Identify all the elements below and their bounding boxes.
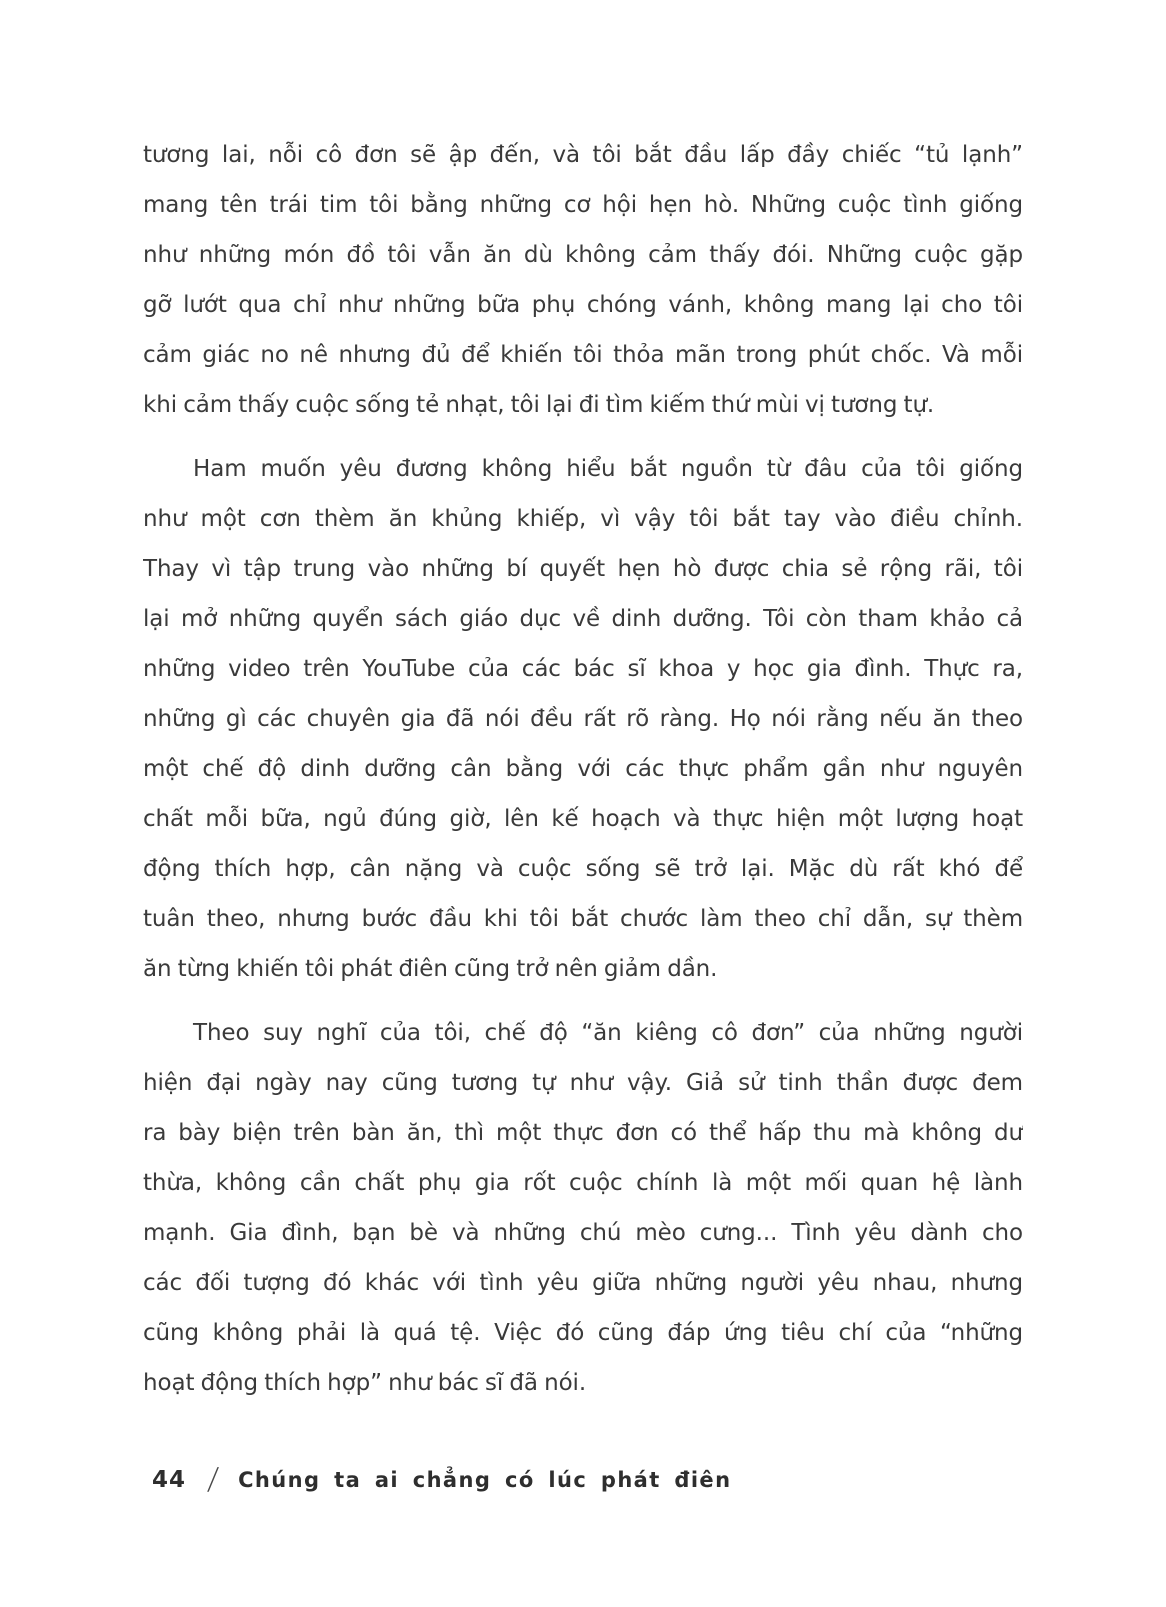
paragraph (143, 130, 1023, 430)
text-line: cũng không phải là quá tệ. Việc đó cũng đáp ứng tiêu chí của “những (143, 1320, 1023, 1346)
text-line: một chế độ dinh dưỡng cân bằng với các thực phẩm gần như nguyên (143, 756, 1023, 782)
text-line: hoạt động thích hợp” như bác sĩ đã nói. (143, 1370, 587, 1396)
text-line: động thích hợp, cân nặng và cuộc sống sẽ trở lại. Mặc dù rất khó để (143, 856, 1023, 882)
text-line: tương lai, nỗi cô đơn sẽ ập đến, và tôi bắt đầu lấp đầy chiếc “tủ lạnh” (143, 142, 1023, 168)
text-line: tuân theo, nhưng bước đầu khi tôi bắt chước làm theo chỉ dẫn, sự thèm (143, 906, 1023, 932)
text-line: Theo suy nghĩ của tôi, chế độ “ăn kiêng cô đơn” của những người (193, 1020, 1023, 1046)
text-line: hiện đại ngày nay cũng tương tự như vậy. Giả sử tinh thần được đem (143, 1070, 1023, 1096)
text-line: Thay vì tập trung vào những bí quyết hẹn hò được chia sẻ rộng rãi, tôi (143, 556, 1023, 582)
page-number: 44 (152, 1467, 187, 1493)
page-footer (152, 1460, 731, 1500)
paragraph (143, 444, 1023, 994)
text-line: mạnh. Gia đình, bạn bè và những chú mèo cưng... Tình yêu dành cho (143, 1220, 1023, 1246)
text-line: khi cảm thấy cuộc sống tẻ nhạt, tôi lại đi tìm kiếm thứ mùi vị tương tự. (143, 392, 935, 418)
text-line: các đối tượng đó khác với tình yêu giữa những người yêu nhau, nhưng (143, 1270, 1023, 1296)
text-line: như một cơn thèm ăn khủng khiếp, vì vậy tôi bắt tay vào điều chỉnh. (143, 506, 1023, 532)
paragraph (143, 1008, 1023, 1408)
text-line: Ham muốn yêu đương không hiểu bắt nguồn từ đâu của tôi giống (193, 456, 1023, 482)
text-line: ăn từng khiến tôi phát điên cũng trở nên giảm dần. (143, 956, 718, 982)
text-line: những video trên YouTube của các bác sĩ khoa y học gia đình. Thực ra, (143, 656, 1023, 682)
footer-slash-divider: / (206, 1462, 221, 1497)
text-line: gỡ lướt qua chỉ như những bữa phụ chóng vánh, không mang lại cho tôi (143, 292, 1023, 318)
page-body (143, 130, 1023, 1422)
book-title: Chúng ta ai chẳng có lúc phát điên (238, 1468, 732, 1492)
text-line: thừa, không cần chất phụ gia rốt cuộc chính là một mối quan hệ lành (143, 1170, 1023, 1196)
text-line: lại mở những quyển sách giáo dục về dinh dưỡng. Tôi còn tham khảo cả (143, 606, 1023, 632)
text-line: cảm giác no nê nhưng đủ để khiến tôi thỏa mãn trong phút chốc. Và mỗi (143, 342, 1023, 368)
text-line: như những món đồ tôi vẫn ăn dù không cảm thấy đói. Những cuộc gặp (143, 242, 1023, 268)
text-line: những gì các chuyên gia đã nói đều rất rõ ràng. Họ nói rằng nếu ăn theo (143, 706, 1023, 732)
text-line: mang tên trái tim tôi bằng những cơ hội hẹn hò. Những cuộc tình giống (143, 192, 1023, 218)
text-line: ra bày biện trên bàn ăn, thì một thực đơn có thể hấp thu mà không dư (143, 1120, 1023, 1146)
text-line: chất mỗi bữa, ngủ đúng giờ, lên kế hoạch và thực hiện một lượng hoạt (143, 806, 1023, 832)
